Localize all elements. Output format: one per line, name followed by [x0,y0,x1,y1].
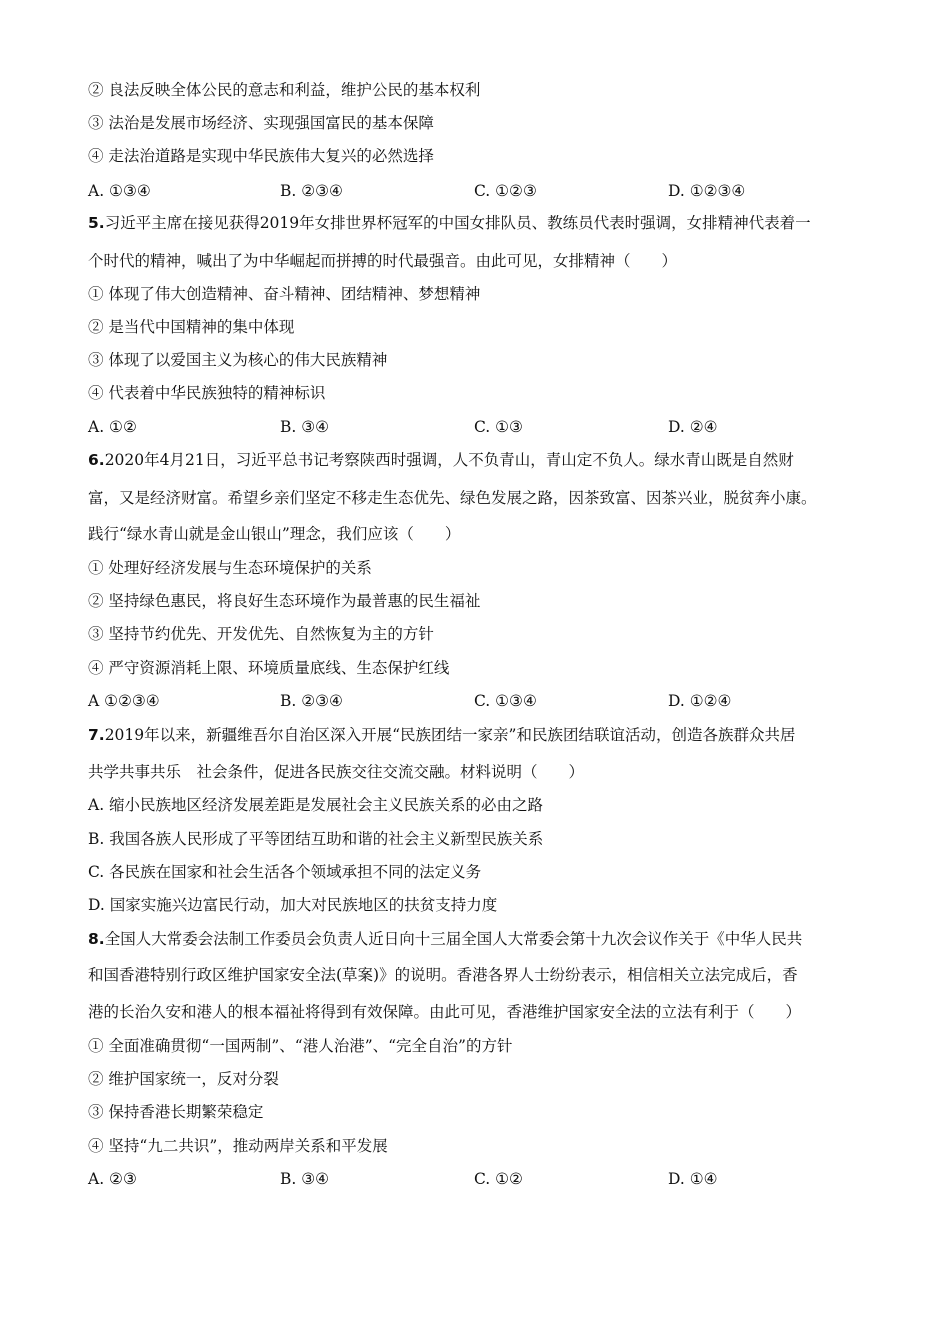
q5-option-c[interactable]: C. ①③ [474,418,523,436]
q8-options [88,1168,888,1190]
q8-item-4: ④ 坚持“九二共识”，推动两岸关系和平发展 [88,1137,388,1155]
q8-number: 8. [88,930,105,948]
q6-option-d[interactable]: D. ①②④ [668,692,732,710]
q8-option-c[interactable]: C. ①② [474,1170,523,1188]
q6-number: 6. [88,451,105,469]
q7-option-d[interactable]: D. 国家实施兴边富民行动，加大对民族地区的扶贫支持力度 [88,896,498,914]
q7-option-c[interactable]: C. 各民族在国家和社会生活各个领域承担不同的法定义务 [88,863,482,881]
q8-option-b[interactable]: B. ③④ [280,1170,330,1188]
q5-options [88,416,888,438]
q6-option-b[interactable]: B. ②③④ [280,692,343,710]
q5-stem-line-1: 5.习近平主席在接见获得2019年女排世界杯冠军的中国女排队员、教练员代表时强调，女排精神代表着一 [88,214,811,232]
q8-option-a[interactable]: A. ②③ [88,1170,137,1188]
q6-option-a[interactable]: A ①②③④ [88,692,160,710]
q4-option-a[interactable]: A. ①③④ [88,182,151,200]
q6-item-4: ④ 严守资源消耗上限、环境质量底线、生态保护红线 [88,659,450,677]
q5-option-a[interactable]: A. ①② [88,418,137,436]
q8-option-d[interactable]: D. ①④ [668,1170,718,1188]
q5-item-1: ① 体现了伟大创造精神、奋斗精神、团结精神、梦想精神 [88,285,481,303]
q6-stem-line-1: 6.2020年4月21日，习近平总书记考察陕西时强调，人不负青山，青山定不负人。绿水青山既是自然财 [88,451,794,469]
q4-option-c[interactable]: C. ①②③ [474,182,537,200]
q6-item-3: ③ 坚持节约优先、开发优先、自然恢复为主的方针 [88,625,434,643]
q6-stem-line-3: 践行“绿水青山就是金山银山”理念，我们应该（ ） [88,525,461,543]
q4-options [88,180,888,202]
q5-number: 5. [88,214,105,232]
q8-item-3: ③ 保持香港长期繁荣稳定 [88,1103,264,1121]
q6-option-c[interactable]: C. ①③④ [474,692,537,710]
q5-item-4: ④ 代表着中华民族独特的精神标识 [88,384,326,402]
q7-option-a[interactable]: A. 缩小民族地区经济发展差距是发展社会主义民族关系的必由之路 [88,796,544,814]
q5-option-d[interactable]: D. ②④ [668,418,718,436]
q8-stem-line-3: 港的长治久安和港人的根本福祉将得到有效保障。由此可见，香港维护国家安全法的立法有利于（ ） [88,1003,802,1021]
q7-stem-line-1: 7.2019年以来，新疆维吾尔自治区深入开展“民族团结一家亲”和民族团结联谊活动，创造各族群众共居 [88,726,796,744]
q4-item-4: ④ 走法治道路是实现中华民族伟大复兴的必然选择 [88,147,434,165]
q4-option-b[interactable]: B. ②③④ [280,182,343,200]
q7-stem-line-2: 共学共事共乐 社会条件，促进各民族交往交流交融。材料说明（ ） [88,763,585,781]
q6-stem-line-2: 富，又是经济财富。希望乡亲们坚定不移走生态优先、绿色发展之路，因茶致富、因茶兴业，脱贫奔小康。 [88,489,817,507]
q8-stem-line-2: 和国香港特别行政区维护国家安全法(草案)》的说明。香港各界人士纷纷表示，相信相关立法完成后，香 [88,966,798,984]
q4-item-3: ③ 法治是发展市场经济、实现强国富民的基本保障 [88,114,434,132]
q7-number: 7. [88,726,105,744]
q5-item-2: ② 是当代中国精神的集中体现 [88,318,295,336]
q5-item-3: ③ 体现了以爱国主义为核心的伟大民族精神 [88,351,388,369]
q6-options [88,690,888,712]
q8-item-1: ① 全面准确贯彻“一国两制”、“港人治港”、“完全自治”的方针 [88,1037,513,1055]
q4-option-d[interactable]: D. ①②③④ [668,182,746,200]
q5-stem-line-2: 个时代的精神，喊出了为中华崛起而拼搏的时代最强音。由此可见，女排精神（ ） [88,252,678,270]
q6-item-2: ② 坚持绿色惠民，将良好生态环境作为最普惠的民生福祉 [88,592,481,610]
q8-item-2: ② 维护国家统一，反对分裂 [88,1070,279,1088]
q6-item-1: ① 处理好经济发展与生态环境保护的关系 [88,559,372,577]
q8-stem-line-1: 8.全国人大常委会法制工作委员会负责人近日向十三届全国人大常委会第十九次会议作关于《中华人民共 [88,930,803,948]
q7-option-b[interactable]: B. 我国各族人民形成了平等团结互助和谐的社会主义新型民族关系 [88,830,544,848]
q4-item-2: ② 良法反映全体公民的意志和利益，维护公民的基本权利 [88,81,481,99]
q5-option-b[interactable]: B. ③④ [280,418,330,436]
